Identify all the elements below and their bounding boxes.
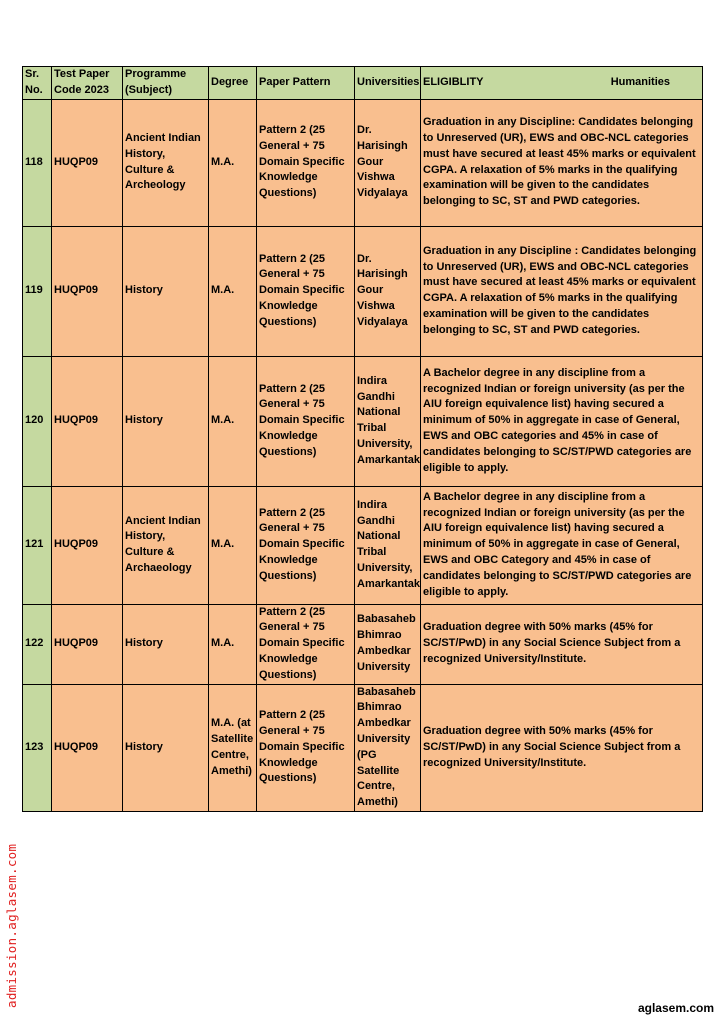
table-row [23,356,703,486]
table-header-row [23,67,703,100]
watermark-text: admission.aglasem.com [4,843,19,1008]
eligibility-table [22,66,703,812]
header-sr-no: Sr. No. [23,67,52,100]
row-programme: Ancient Indian History, Culture & Archaeology [123,486,209,604]
header-domain: Humanities [610,75,670,88]
row-paper-pattern: Pattern 2 (25 General + 75 Domain Specific Knowledge Questions) [257,99,355,226]
row-test-paper-code: HUQP09 [52,684,123,811]
row-programme: History [123,226,209,356]
row-paper-pattern: Pattern 2 (25 General + 75 Domain Specific Knowledge Questions) [257,226,355,356]
row-sr-no: 120 [23,356,52,486]
row-eligibility: A Bachelor degree in any discipline from a recognized Indian or foreign university (as per the AIU foreign equivalence list) having secured a minimum of 50% in aggregate in case of General, EWS and OBC Category and 45% in case of candidates belonging to SC/ST/PWD categories are eligible to apply. [421,486,703,604]
row-test-paper-code: HUQP09 [52,486,123,604]
row-paper-pattern: Pattern 2 (25 General + 75 Domain Specific Knowledge Questions) [257,486,355,604]
row-university: Babasaheb Bhimrao Ambedkar University [355,604,421,684]
row-test-paper-code: HUQP09 [52,604,123,684]
table-row [23,226,703,356]
row-university: Dr. Harisingh Gour Vishwa Vidyalaya [355,226,421,356]
row-degree: M.A. (at Satellite Centre, Amethi) [209,684,257,811]
row-degree: M.A. [209,99,257,226]
row-eligibility: Graduation in any Discipline : Candidates belonging to Unreserved (UR), EWS and OBC-NCL categories must have secured at least 45% marks or equivalent CGPA. A relaxation of 5% marks in the qualifying examination will be given to the candidates belonging to SC, ST and PWD categories. [421,226,703,356]
row-paper-pattern: Pattern 2 (25 General + 75 Domain Specific Knowledge Questions) [257,684,355,811]
header-degree: Degree [209,67,257,100]
row-eligibility: Graduation degree with 50% marks (45% for SC/ST/PwD) in any Social Science Subject from a recognized University/Institute. [421,604,703,684]
row-eligibility: A Bachelor degree in any discipline from a recognized Indian or foreign university (as per the AIU foreign equivalence list) having secured a minimum of 50% in aggregate in case of General, EWS and OBC categories and 45% in case of candidates belonging to SC/ST/PWD categories are eligible to apply. [421,356,703,486]
row-degree: M.A. [209,604,257,684]
row-degree: M.A. [209,356,257,486]
row-paper-pattern: Pattern 2 (25 General + 75 Domain Specific Knowledge Questions) [257,356,355,486]
table-row [23,604,703,684]
row-sr-no: 118 [23,99,52,226]
footer-site-label: aglasem.com [637,1001,714,1015]
row-programme: History [123,356,209,486]
header-eligibility: ELIGIBLITY [423,75,484,88]
row-eligibility: Graduation degree with 50% marks (45% for SC/ST/PwD) in any Social Science Subject from a recognized University/Institute. [421,684,703,811]
row-degree: M.A. [209,226,257,356]
header-programme: Programme (Subject) [123,67,209,100]
row-programme: History [123,684,209,811]
header-universities: Universities [355,67,421,100]
row-programme: Ancient Indian History, Culture & Archeology [123,99,209,226]
row-sr-no: 123 [23,684,52,811]
row-sr-no: 121 [23,486,52,604]
row-sr-no: 119 [23,226,52,356]
row-programme: History [123,604,209,684]
row-eligibility: Graduation in any Discipline: Candidates belonging to Unreserved (UR), EWS and OBC-NCL categories must have secured at least 45% marks or equivalent CGPA. A relaxation of 5% marks in the qualifying examination will be given to the candidates belonging to SC, ST and PWD categories. [421,99,703,226]
header-paper-pattern: Paper Pattern [257,67,355,100]
header-test-paper-code: Test Paper Code 2023 [52,67,123,100]
row-university: Indira Gandhi National Tribal University, Amarkantak [355,356,421,486]
table-row [23,99,703,226]
table-row [23,684,703,811]
table-row [23,486,703,604]
row-university: Indira Gandhi National Tribal University, Amarkantak [355,486,421,604]
row-university: Babasaheb Bhimrao Ambedkar University (PG Satellite Centre, Amethi) [355,684,421,811]
row-test-paper-code: HUQP09 [52,226,123,356]
row-degree: M.A. [209,486,257,604]
row-university: Dr. Harisingh Gour Vishwa Vidyalaya [355,99,421,226]
row-sr-no: 122 [23,604,52,684]
row-paper-pattern: Pattern 2 (25 General + 75 Domain Specific Knowledge Questions) [257,604,355,684]
row-test-paper-code: HUQP09 [52,356,123,486]
row-test-paper-code: HUQP09 [52,99,123,226]
header-eligibility-cell [421,67,703,100]
